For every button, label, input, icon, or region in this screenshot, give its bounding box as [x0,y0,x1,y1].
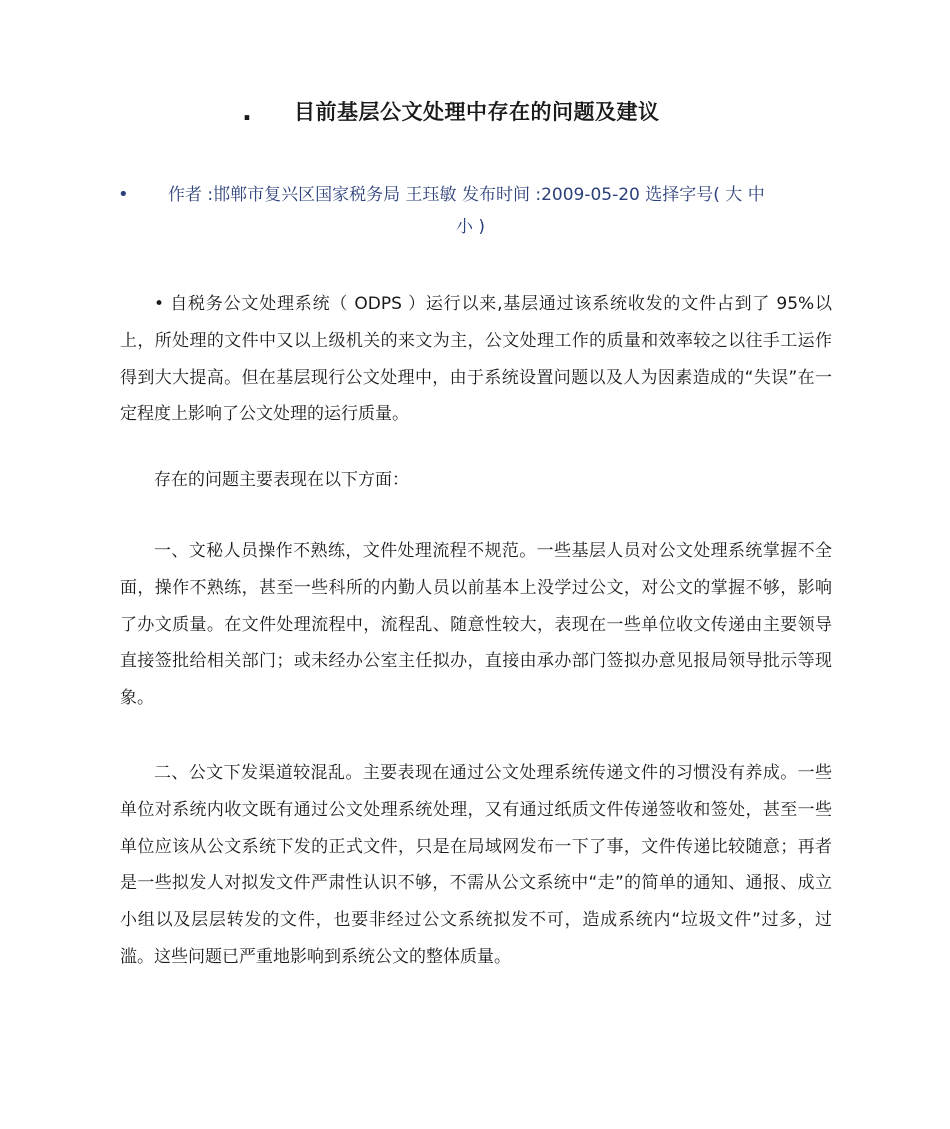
meta-line-1: 作者 :邯郸市复兴区国家税务局 王珏敏 发布时间 :2009-05-20 选择字号( 大 中 [168,185,765,205]
paragraph-problem-1: 一、文秘人员操作不熟练，文件处理流程不规范。一些基层人员对公文处理系统掌握不全面，操作不熟练，甚至一些科所的内勤人员以前基本上没学过公文，对公文的掌握不够，影响了办文质量。在文件处理流程中，流程乱、随意性较大，表现在一些单位收文传递由主要领导直接签批给相关部门；或未经办公室主任拟办，直接由承办部门签拟办意见报局领导批示等现象。 [120,541,832,709]
title-row [0,92,950,132]
meta-line-2: 小 ) [456,217,486,237]
paragraph-problem-2: 二、公文下发渠道较混乱。主要表现在通过公文处理系统传递文件的习惯没有养成。一些单位对系统内收文既有通过公文处理系统处理，又有通过纸质文件传递签收和签处，甚至一些单位应该从公文系统下发的正式文件，只是在局域网发布一下了事，文件传递比较随意；再者是一些拟发人对拟发文件严肃性认识不够，不需从公文系统中“走”的简单的通知、通报、成立小组以及层层转发的文件，也要非经过公文系统拟发不可，造成系统内“垃圾文件”过多，过滥。这些问题已严重地影响到系统公文的整体质量。 [120,763,832,967]
meta-bullet: • [118,184,129,205]
title-bullet: . [242,97,252,127]
paragraph-problems-heading: 存在的问题主要表现在以下方面： [154,470,409,490]
article-title: 目前基层公文处理中存在的问题及建议 [294,100,660,124]
paragraph-intro: • 自税务公文处理系统（ ODPS ）运行以来,基层通过该系统收发的文件占到了 95%以上，所处理的文件中又以上级机关的来文为主，公文处理工作的质量和效率较之以往手工运作得到大大提高。但在基层现行公文处理中，由于系统设置问题以及人为因素造成的“失误”在一定程度上影响了公文处理的运行质量。 [120,294,832,425]
